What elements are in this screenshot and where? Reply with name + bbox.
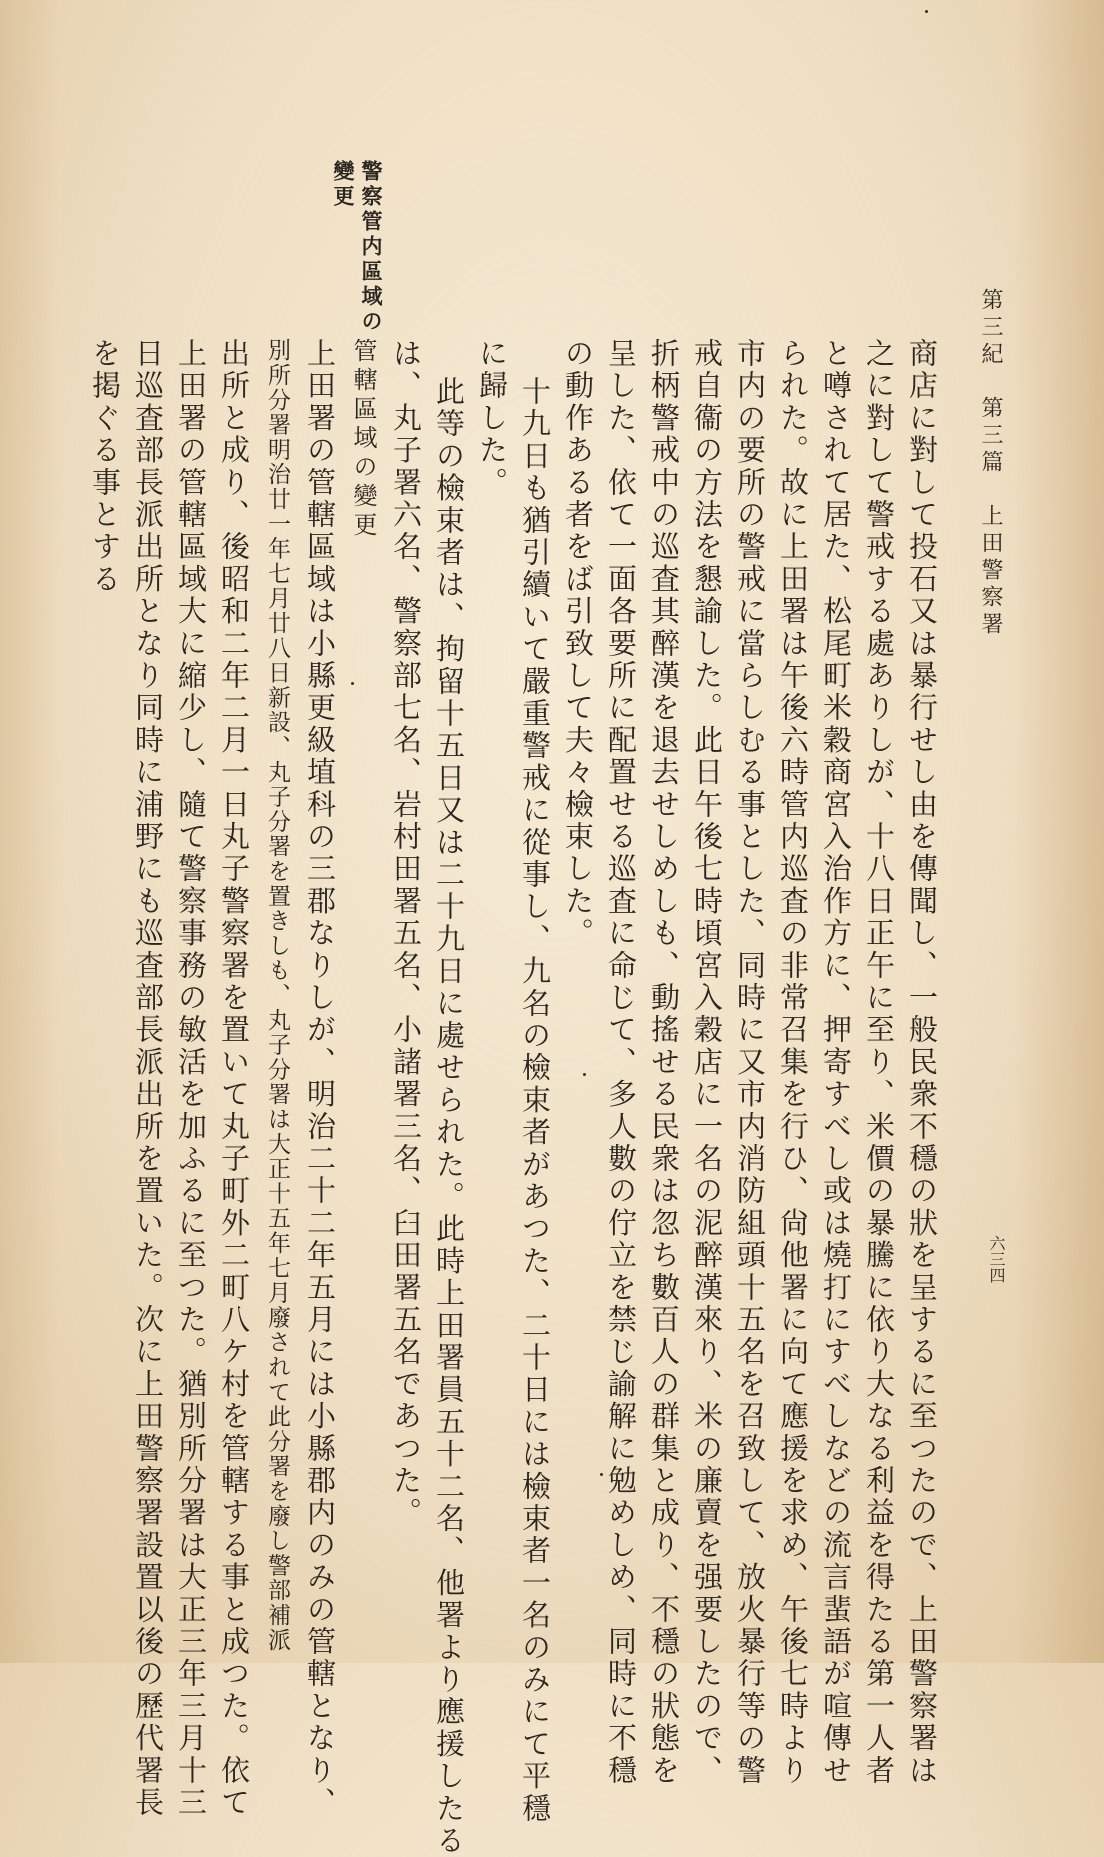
sidenote-line-1: 警察管内區域の [359,160,383,335]
body-column: 別所分署明治廿一年七月廿八日新設、丸子分署を置きしも、丸子分署は大正十五年七月廢されて此分署を廢し警部補派 [264,338,290,1653]
body-column: 戒自衞の方法を懇諭した。此日午後七時頃宮入穀店に一名の泥醉漢來り、米の廉賣を强要したので、 [690,338,724,1787]
body-column: 此等の檢束者は、拘留十五日又は二十九日に處せられた。此時上田署員五十二名、他署より應援したる [432,376,466,1857]
paper-speck [600,1473,603,1476]
body-column: は、丸子署六名、警察部七名、岩村田署五名、小諸署三名、臼田署五名であつた。 [389,338,423,1530]
body-column: 上田署の管轄區域は小縣更級埴科の三郡なりしが、明治二十二年五月には小縣郡内のみの管轄となり、 [303,338,337,1820]
body-column: に歸した。 [475,338,509,499]
body-column: の動作ある者をば引致して夫々檢束した。 [561,338,595,950]
body-column: 市内の要所の警戒に當らしむる事とした、同時に又市内消防組頭十五名を召致して、放火暴行等の警 [733,338,767,1787]
body-column: 呈した、依て一面各要所に配置せる巡査に命じて、多人數の佇立を禁じ諭解に勉めしめ、同時に不穩 [604,338,638,1787]
body-column: られた。故に上田署は午後六時管内巡査の非常召集を行ひ、尙他署に向て應援を求め、午後七時より [776,338,810,1787]
running-title: 第三紀 第三篇 上田警察署 [978,288,1003,639]
body-column: 上田署の管轄區域大に縮少し、隨て警察事務の敏活を加ふるに至つた。猶別所分署は大正三年三月十三 [174,338,208,1820]
page-edge-stain-left [0,0,60,1663]
paper-speck [351,682,354,685]
body-column: 折柄警戒中の巡査其醉漢を退去せしめしも、動搖せる民衆は忽ち數百人の群集と成り、不穩の狀態を [647,338,681,1787]
section-heading: 管轄區域の變更 [349,338,377,541]
page-edge-stain [1014,0,1104,1663]
body-column: 日巡査部長派出所となり同時に浦野にも巡査部長派出所を置いた。次に上田警察署設置以後の歷代署長 [131,338,165,1820]
sidenote-line-2: 變更 [331,160,355,210]
body-column: 商店に對して投石又は暴行せし由を傳聞し、一般民衆不穩の狀を呈するに至つたので、上田警察署は [905,338,939,1787]
body-column: 出所と成り、後昭和二年二月一日丸子警察署を置いて丸子町外二町八ケ村を管轄する事と成つた。依て [217,338,251,1820]
body-column: を掲ぐる事とする [88,338,122,596]
body-column: 之に對して警戒する處ありしが、十八日正午に至り、米價の暴騰に依り大なる利益を得たる第一人者 [862,338,896,1787]
page-number: 六三四 [987,1235,1006,1283]
paper-speck [925,10,928,13]
body-column: 十九日も猶引續いて嚴重警戒に從事し、九名の檢束者があつた、二十日には檢束者一名のみにて平穩 [518,376,552,1826]
paper-speck [583,1073,586,1076]
body-column: と噂されて居た、松尾町米穀商宮入治作方に、押寄すべし或は燒打にすべしなどの流言蜚語が喧傳せ [819,338,853,1787]
